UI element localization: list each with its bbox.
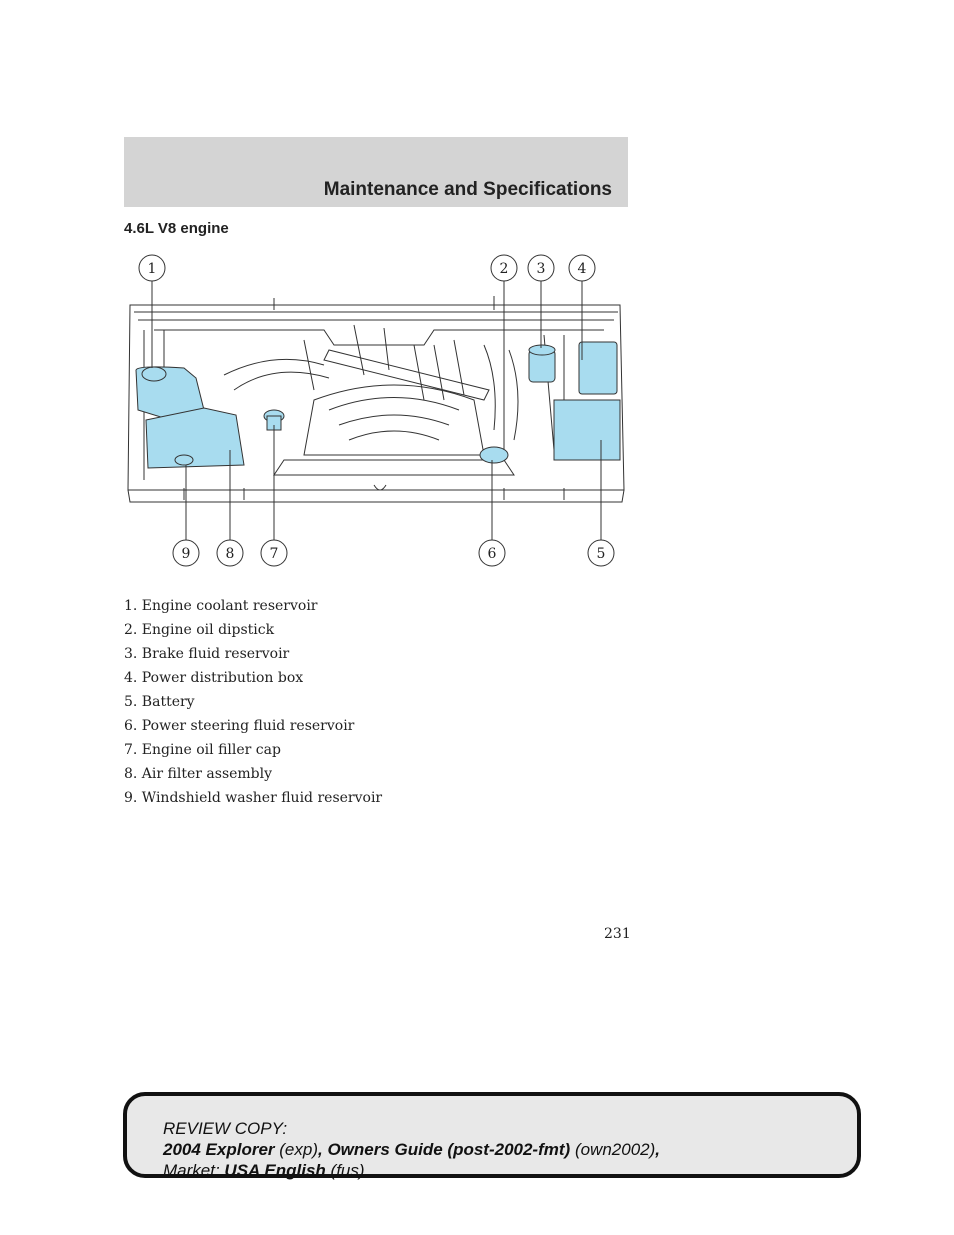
battery xyxy=(554,400,620,460)
legend-item: 4. Power distribution box xyxy=(124,670,304,686)
footer-market-line xyxy=(163,1160,660,1181)
legend-item: 8. Air filter assembly xyxy=(124,766,273,782)
component-legend xyxy=(124,594,382,810)
legend-item: 9. Windshield washer fluid reservoir xyxy=(124,790,383,806)
engine-illustration xyxy=(124,250,628,575)
section-heading: 4.6L V8 engine xyxy=(124,220,229,237)
footer-guide: Owners Guide (post-2002-fmt) xyxy=(327,1140,571,1159)
footer-model-code: (exp) xyxy=(279,1140,318,1159)
footer-model-line xyxy=(163,1139,660,1160)
callout-6: 6 xyxy=(487,546,497,562)
footer-guide-code: (own2002) xyxy=(574,1140,656,1159)
header-band xyxy=(124,137,628,207)
legend-item: 2. Engine oil dipstick xyxy=(124,622,275,638)
legend-item: 6. Power steering fluid reservoir xyxy=(124,718,355,734)
callout-3: 3 xyxy=(536,261,546,277)
review-copy-label: REVIEW COPY: xyxy=(163,1119,288,1138)
page-number: 231 xyxy=(604,926,631,942)
washer-fluid-cap xyxy=(175,455,193,465)
callout-2: 2 xyxy=(499,261,509,277)
callout-8: 8 xyxy=(225,546,235,562)
footer-model: 2004 Explorer xyxy=(163,1140,275,1159)
footer-market-label: Market: xyxy=(163,1161,220,1180)
page-title: Maintenance and Specifications xyxy=(323,179,612,200)
footer-market: USA English xyxy=(224,1161,326,1180)
brake-fluid-cap xyxy=(529,345,555,355)
footer-separator: , xyxy=(655,1140,660,1159)
review-copy-footer xyxy=(123,1092,861,1178)
legend-item: 1. Engine coolant reservoir xyxy=(124,598,318,614)
callout-9: 9 xyxy=(181,546,191,562)
callout-1: 1 xyxy=(147,261,157,277)
air-filter-assembly xyxy=(146,408,244,468)
legend-item: 3. Brake fluid reservoir xyxy=(124,646,290,662)
footer-market-code: (fus) xyxy=(330,1161,365,1180)
callout-5: 5 xyxy=(596,546,606,562)
callout-4: 4 xyxy=(577,261,587,277)
power-distribution-box xyxy=(579,342,617,394)
callout-7: 7 xyxy=(269,546,279,562)
engine-diagram xyxy=(124,250,628,575)
legend-item: 5. Battery xyxy=(124,694,195,710)
legend-item: 7. Engine oil filler cap xyxy=(124,742,281,758)
coolant-cap xyxy=(142,367,166,381)
footer-separator: , xyxy=(317,1140,328,1159)
